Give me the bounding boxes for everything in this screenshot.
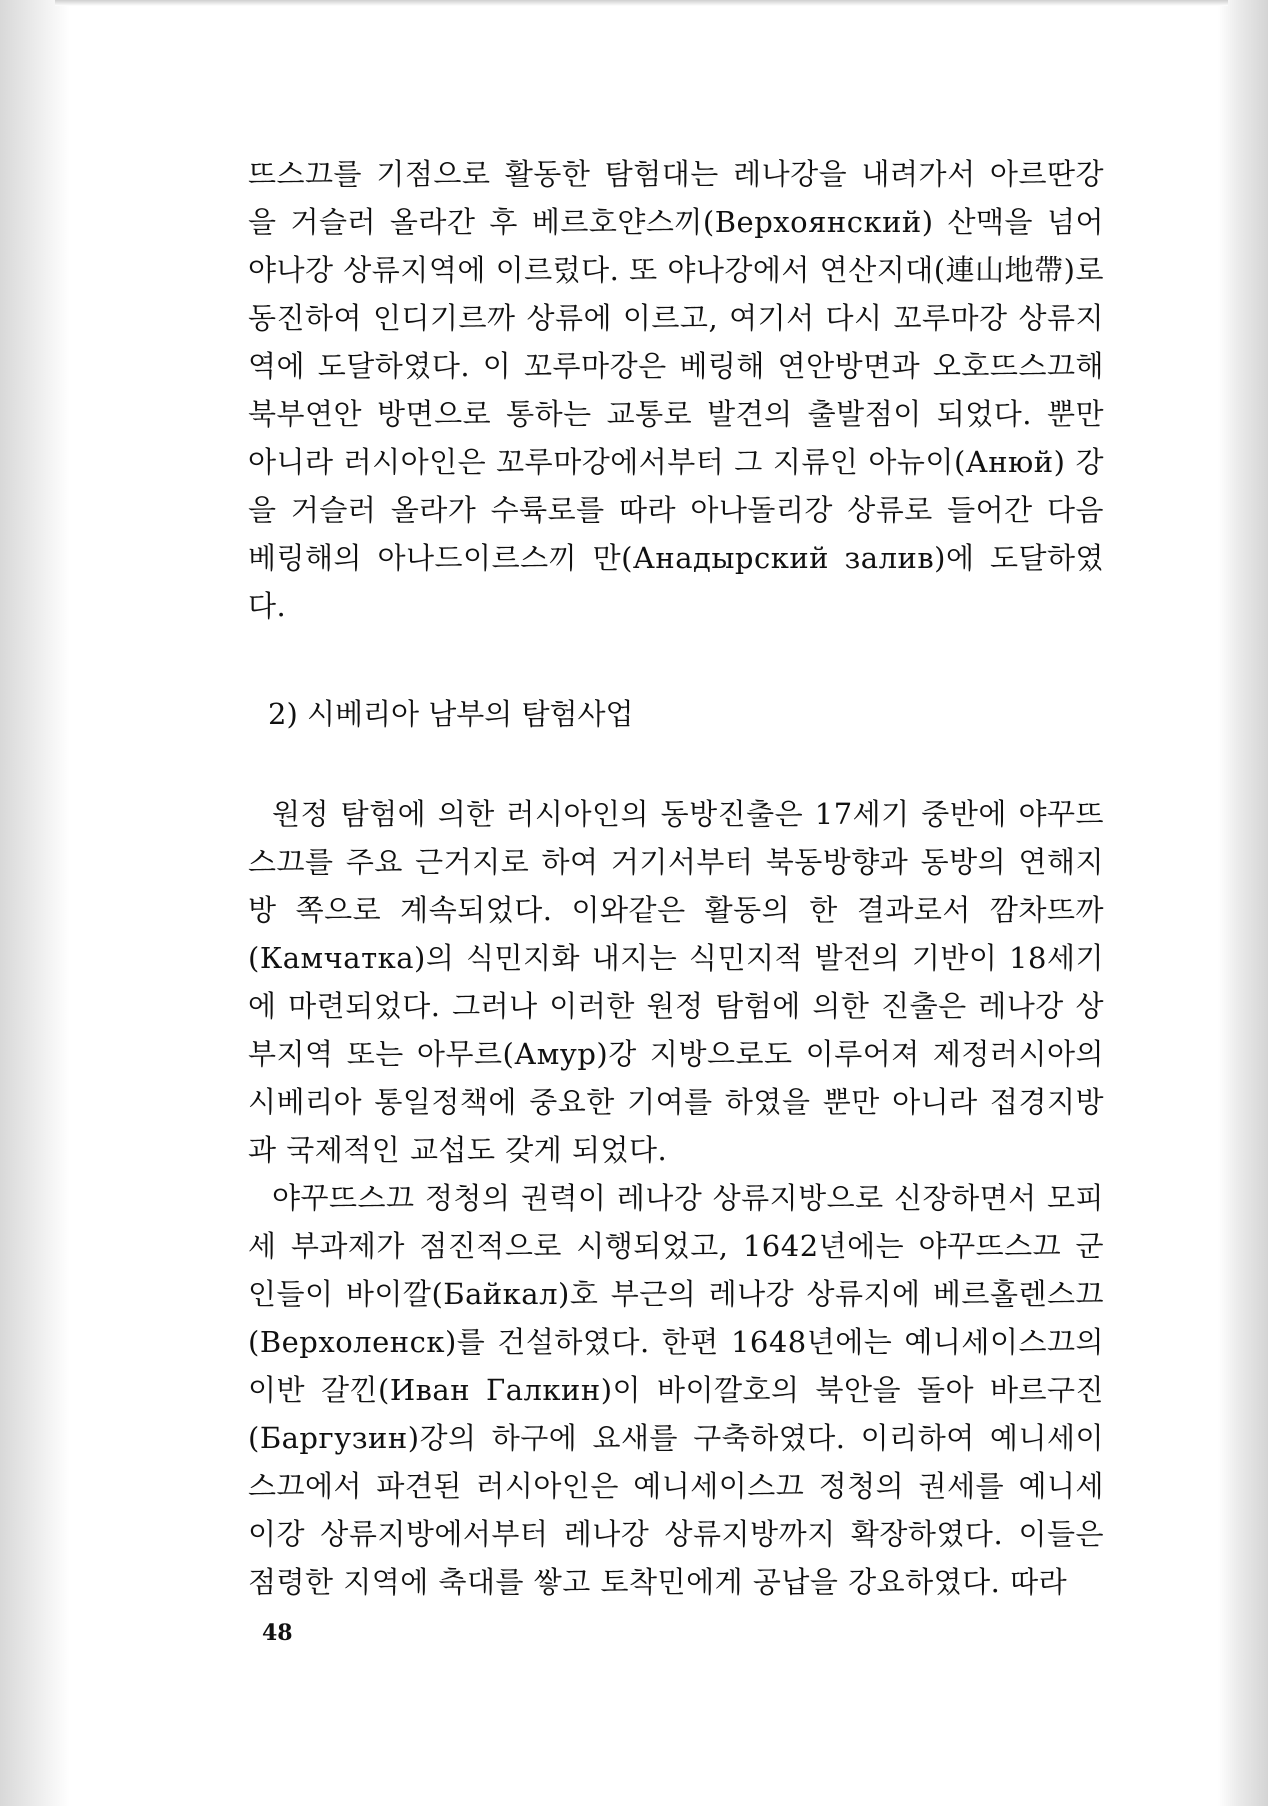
paragraph-3: 야꾸뜨스끄 정청의 권력이 레나강 상류지방으로 신장하면서 모피세 부과제가 점진적으로 시행되었고, 1642년에는 야꾸뜨스끄 군인들이 바이깔(Байкал)호 부근의 레나강 상류지에 베르홀렌스끄(Верхоленск)를 건설하였다. 한편 1648년에는 예니세이스끄의 이반 갈낀(Иван Галкин)이 바이깔호의 북안을 돌아 바르구진(Баргузин)강의 하구에 요새를 구축하였다. 이리하여 예니세이스끄에서 파견된 러시아인은 예니세이스끄 정청의 권세를 예니세이강 상류지방에서부터 레나강 상류지방까지 확장하였다. 이들은 점령한 지역에 축대를 쌓고 토착민에게 공납을 강요하였다. 따라: [248, 1181, 1104, 1599]
page-body: [248, 150, 1104, 1606]
paragraph-2: 원정 탐험에 의한 러시아인의 동방진출은 17세기 중반에 야꾸뜨스끄를 주요 근거지로 하여 거기서부터 북동방향과 동방의 연해지방 쪽으로 계속되었다. 이와같은 활동의 한 결과로서 깜차뜨까(Камчатка)의 식민지화 내지는 식민지적 발전의 기반이 18세기에 마련되었다. 그러나 이러한 원정 탐험에 의한 진출은 레나강 상부지역 또는 아무르(Амур)강 지방으로도 이루어져 제정러시아의 시베리아 통일정책에 중요한 기여를 하였을 뿐만 아니라 접경지방과 국제적인 교섭도 갖게 되었다.: [248, 797, 1104, 1167]
page-binding-shadow: [0, 0, 70, 1806]
spacer: [248, 738, 1104, 790]
page-number: 48: [262, 1620, 293, 1646]
section-heading: 2) 시베리아 남부의 탐험사업: [268, 697, 634, 731]
page-top-edge: [55, 0, 1228, 6]
page-edge-shadow: [1218, 0, 1268, 1806]
paragraph-1: 뜨스끄를 기점으로 활동한 탐험대는 레나강을 내려가서 아르딴강을 거슬러 올라간 후 베르호얀스끼(Верхоянский) 산맥을 넘어 야나강 상류지역에 이르렀다. 또 야나강에서 연산지대(連山地帶)로 동진하여 인디기르까 상류에 이르고, 여기서 다시 꼬루마강 상류지역에 도달하였다. 이 꼬루마강은 베링해 연안방면과 오호뜨스끄해 북부연안 방면으로 통하는 교통로 발견의 출발점이 되었다. 뿐만 아니라 러시아인은 꼬루마강에서부터 그 지류인 아뉴이(Анюй) 강을 거슬러 올라가 수륙로를 따라 아나돌리강 상류로 들어간 다음 베링해의 아나드이르스끼 만(Анадырский залив)에 도달하였다.: [248, 157, 1104, 623]
spacer: [248, 630, 1104, 690]
